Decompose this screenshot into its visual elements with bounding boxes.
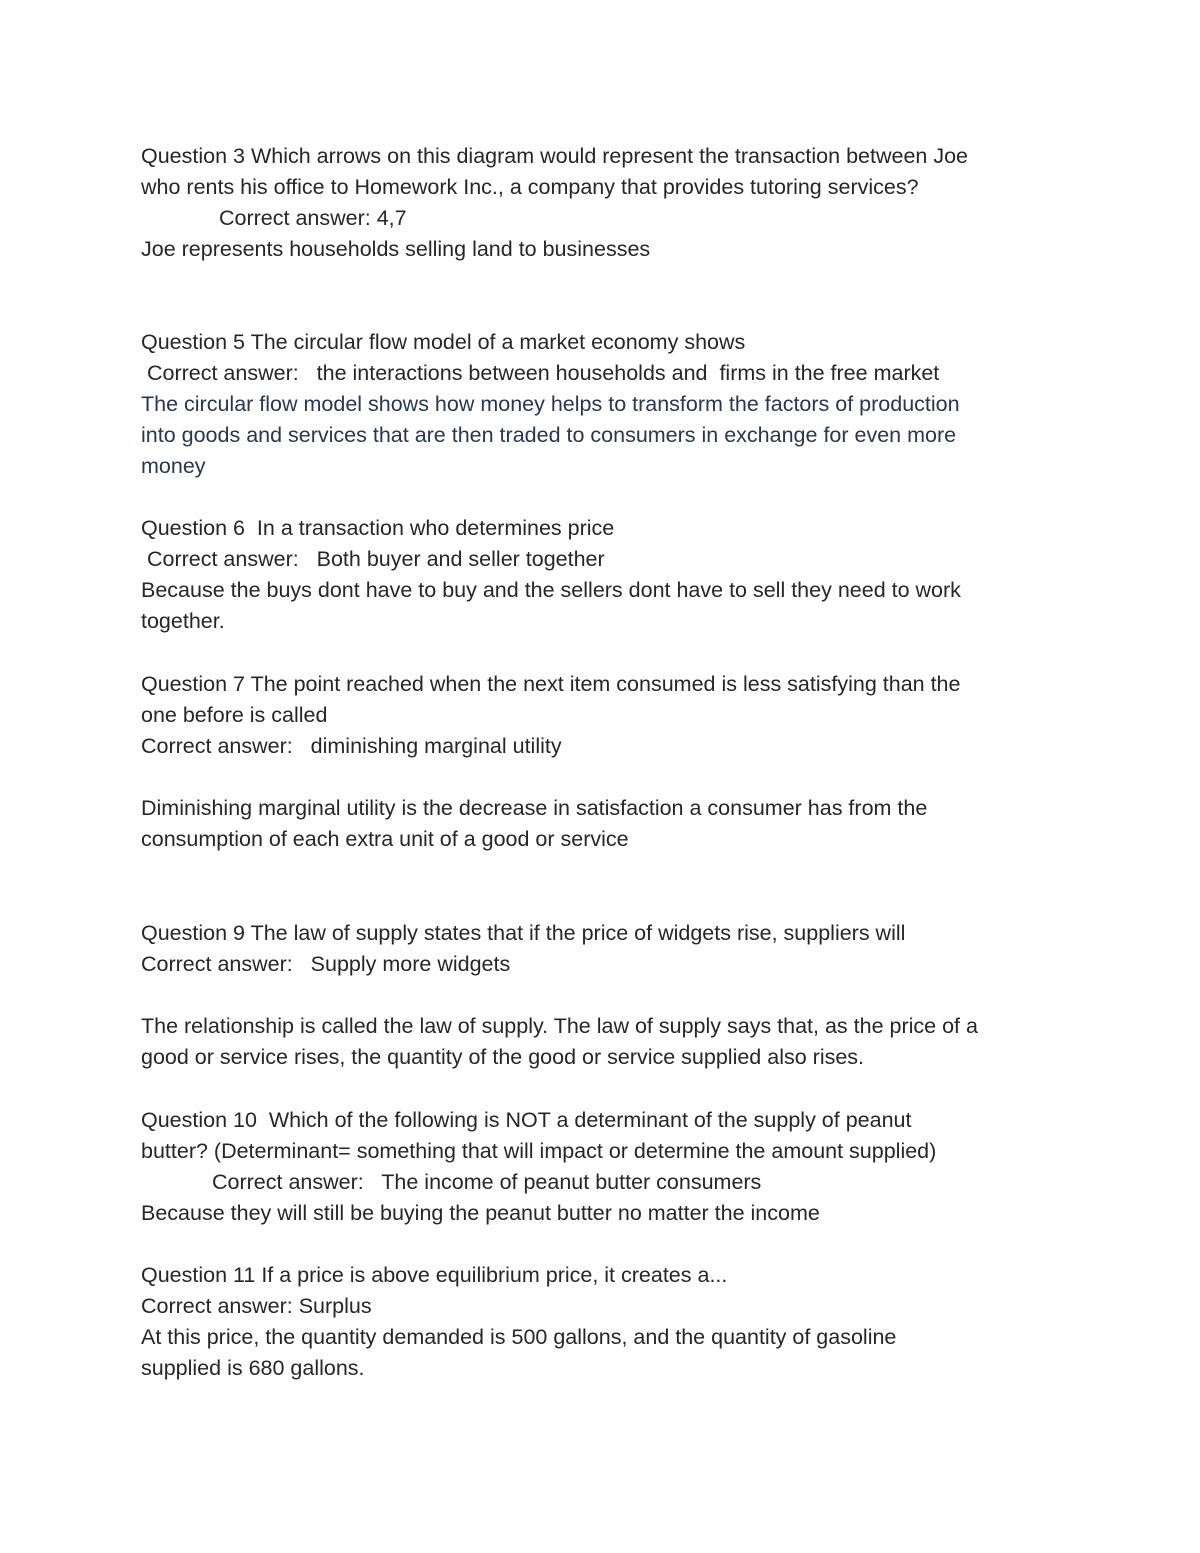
- q7-correct-answer: Correct answer: diminishing marginal utility: [141, 734, 562, 758]
- q9-correct-answer: Correct answer: Supply more widgets: [141, 952, 511, 976]
- q10-question-line-1: Question 10 Which of the following is NOT a determinant of the supply of peanut: [141, 1108, 912, 1132]
- q5-explanation-line-3: money: [141, 454, 206, 478]
- q11-correct-answer: Correct answer: Surplus: [141, 1294, 372, 1318]
- q9-question: Question 9 The law of supply states that if the price of widgets rise, suppliers will: [141, 921, 906, 945]
- q6-question: Question 6 In a transaction who determines price: [141, 516, 615, 540]
- q3-question-line-1: Question 3 Which arrows on this diagram would represent the transaction between Joe: [141, 144, 968, 168]
- q5-correct-answer: Correct answer: the interactions between households and firms in the free market: [141, 361, 940, 385]
- q5-explanation-line-2: into goods and services that are then traded to consumers in exchange for even more: [141, 423, 957, 447]
- q7-question-line-1: Question 7 The point reached when the next item consumed is less satisfying than the: [141, 672, 961, 696]
- q10-correct-answer: Correct answer: The income of peanut butter consumers: [212, 1170, 762, 1194]
- q3-correct-answer: Correct answer: 4,7: [219, 206, 407, 230]
- q6-explanation-line-1: Because the buys dont have to buy and the sellers dont have to sell they need to work: [141, 578, 961, 602]
- q11-question: Question 11 If a price is above equilibrium price, it creates a...: [141, 1263, 728, 1287]
- q10-question-line-2: butter? (Determinant= something that will impact or determine the amount supplied): [141, 1139, 937, 1163]
- q5-explanation-line-1: The circular flow model shows how money helps to transform the factors of production: [141, 392, 960, 416]
- q11-explanation-line-1: At this price, the quantity demanded is 500 gallons, and the quantity of gasoline: [141, 1325, 897, 1349]
- q9-explanation-line-2: good or service rises, the quantity of the good or service supplied also rises.: [141, 1045, 865, 1069]
- q5-question: Question 5 The circular flow model of a market economy shows: [141, 330, 746, 354]
- q6-correct-answer: Correct answer: Both buyer and seller together: [141, 547, 605, 571]
- q7-question-line-2: one before is called: [141, 703, 328, 727]
- q6-explanation-line-2: together.: [141, 609, 225, 633]
- q10-explanation: Because they will still be buying the peanut butter no matter the income: [141, 1201, 820, 1225]
- q7-explanation-line-1: Diminishing marginal utility is the decrease in satisfaction a consumer has from the: [141, 796, 928, 820]
- q7-explanation-line-2: consumption of each extra unit of a good or service: [141, 827, 629, 851]
- q9-explanation-line-1: The relationship is called the law of supply. The law of supply says that, as the price of a: [141, 1014, 978, 1038]
- q11-explanation-line-2: supplied is 680 gallons.: [141, 1356, 365, 1380]
- q3-explanation: Joe represents households selling land to businesses: [141, 237, 651, 261]
- q3-question-line-2: who rents his office to Homework Inc., a company that provides tutoring services?: [141, 175, 919, 199]
